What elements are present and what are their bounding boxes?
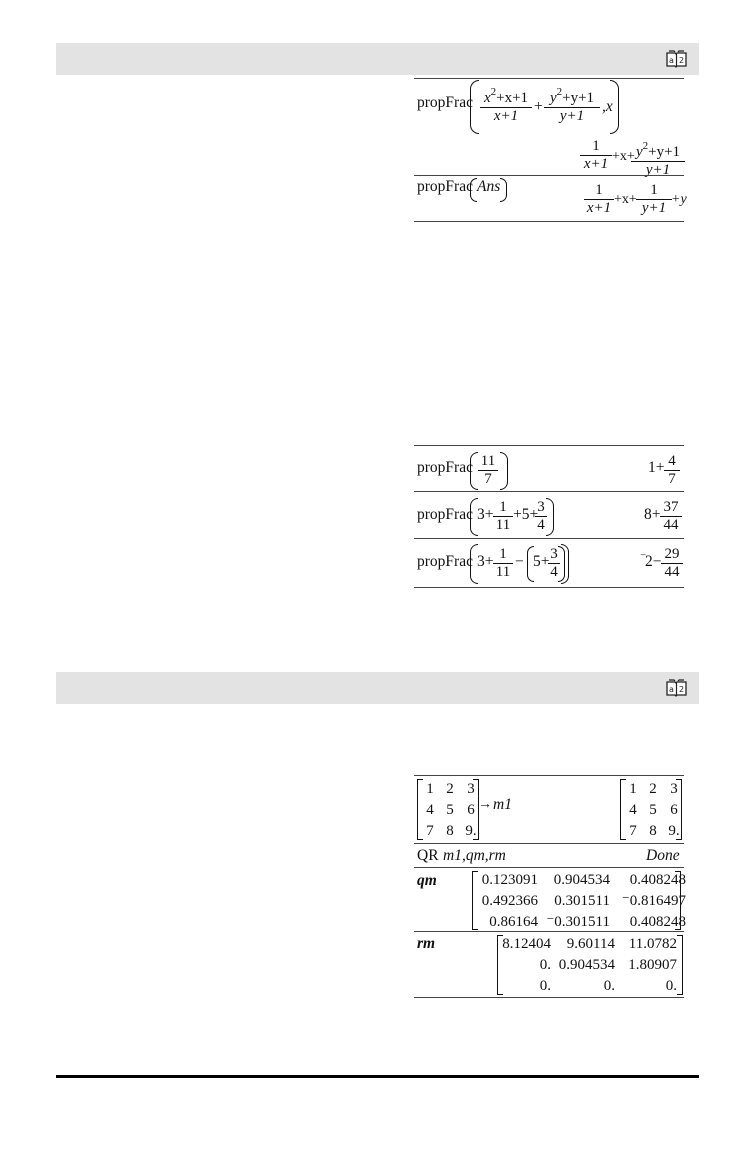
fraction: $\frac{11}{7}$ <box>478 453 498 488</box>
store-arrow: → <box>478 797 492 812</box>
fraction: $\frac{29}{44}$ <box>661 546 683 581</box>
matrix-bracket-right <box>675 871 681 930</box>
matrix-cell: 4 <box>426 802 434 818</box>
matrix-cell: 0.904534 <box>558 957 615 973</box>
rm-matrix <box>495 934 677 997</box>
matrix-cell: 9. <box>668 823 680 839</box>
variable-label: rm <box>417 935 436 952</box>
matrix-bracket-right <box>677 935 683 995</box>
result-middle: +x+ <box>614 192 637 207</box>
command-name: propFrac <box>417 94 473 111</box>
matrix-cell: 0.123091 <box>481 872 538 888</box>
matrix-cell: 0. <box>665 978 677 994</box>
matrix-cell: 2 <box>649 781 657 797</box>
command-name: propFrac <box>417 506 473 523</box>
matrix-cell: 2 <box>446 781 454 797</box>
matrix-cell: 0.86164 <box>489 914 538 930</box>
paren-left <box>470 452 478 490</box>
matrix-cell: 11.0782 <box>628 936 677 952</box>
matrix-cell: 3 <box>670 781 678 797</box>
section-header-bar <box>56 672 699 704</box>
fraction: $\frac{1}{11}$ <box>493 499 513 534</box>
command-name: propFrac <box>417 178 473 195</box>
fraction: $\frac{3}{4}$ <box>535 499 547 534</box>
negative-sign: ⁻ <box>640 550 647 564</box>
fraction: $\frac{x^2+x+1}{x+1}$ <box>480 84 532 125</box>
term: +5+ <box>513 506 539 523</box>
divider <box>414 587 684 588</box>
paren-right <box>500 178 507 202</box>
divider <box>414 445 684 446</box>
matrix-cell: 9.60114 <box>566 936 615 952</box>
matrix-cell: 0.408248 <box>629 914 686 930</box>
matrix-cell: 8 <box>446 823 454 839</box>
matrix-cell: 0.492366 <box>481 893 538 909</box>
matrix-cell: 7 <box>426 823 434 839</box>
divider <box>414 997 684 998</box>
variable-arg: ,x <box>602 98 613 115</box>
fraction: $\frac{37}{44}$ <box>660 499 682 534</box>
command-name: propFrac <box>417 459 473 476</box>
store-variable: m1 <box>493 796 512 813</box>
divider <box>414 175 684 176</box>
section-header-bar <box>56 43 699 75</box>
operator: + <box>534 98 543 115</box>
matrix-cell: 3 <box>467 781 475 797</box>
paren-left <box>470 178 477 202</box>
result-whole: 2− <box>645 553 662 570</box>
result-middle: +x+ <box>612 149 635 164</box>
matrix-cell: 1 <box>629 781 637 797</box>
command-name: QR <box>417 847 439 864</box>
matrix-cell: 7 <box>629 823 637 839</box>
divider <box>414 867 684 868</box>
divider <box>414 538 684 539</box>
paren-left <box>470 80 479 134</box>
fraction: $\frac{y^2+y+1}{y+1}$ <box>631 138 685 179</box>
fraction: $\frac{y^2+y+1}{y+1}$ <box>544 84 600 125</box>
matrix-cell: 6 <box>670 802 678 818</box>
matrix-cell: 0. <box>539 957 551 973</box>
paren-right <box>610 80 619 134</box>
fraction: $\frac{1}{x+1}$ <box>584 182 614 217</box>
matrix-cell: ⁻0.816497 <box>621 893 686 909</box>
result-whole: 1+ <box>648 459 665 476</box>
paren-right <box>561 544 569 584</box>
command-name: propFrac <box>417 553 473 570</box>
paren-right <box>546 498 554 536</box>
matrix-bracket-right <box>676 779 682 840</box>
matrix-cell: ⁻0.301511 <box>546 914 610 930</box>
divider <box>414 843 684 844</box>
book-icon[interactable] <box>666 50 687 68</box>
fraction: $\frac{1}{x+1}$ <box>580 138 612 173</box>
matrix-cell: 1 <box>426 781 434 797</box>
term: 3+ <box>477 553 494 570</box>
result-whole: 8+ <box>644 506 661 523</box>
matrix-cell: 0.904534 <box>553 872 610 888</box>
divider <box>414 775 684 776</box>
qm-matrix <box>474 870 686 933</box>
page-footer-rule <box>56 1075 699 1078</box>
argument: Ans <box>477 178 501 195</box>
fraction: $\frac{1}{11}$ <box>493 546 513 581</box>
operator: − <box>515 553 524 570</box>
matrix-cell: 0.301511 <box>554 893 610 909</box>
fraction: $\frac{1}{y+1}$ <box>636 182 672 217</box>
matrix-cell: 0.408248 <box>629 872 686 888</box>
divider <box>414 931 684 932</box>
command-args: m1,qm,rm <box>443 847 506 864</box>
result-end: +y <box>671 192 687 207</box>
book-icon[interactable] <box>666 679 687 697</box>
matrix-cell: 8 <box>649 823 657 839</box>
matrix-cell: 1.80907 <box>628 957 677 973</box>
svg-text:a: a <box>669 685 674 694</box>
matrix-cell: 0. <box>539 978 551 994</box>
divider <box>414 491 684 492</box>
fraction: $\frac{4}{7}$ <box>664 453 680 488</box>
svg-text:a: a <box>669 56 674 65</box>
term: 5+ <box>533 553 550 570</box>
divider <box>414 221 684 222</box>
matrix-cell: 9. <box>465 823 477 839</box>
term: 3+ <box>477 506 494 523</box>
paren-right <box>500 452 508 490</box>
divider <box>414 78 684 79</box>
matrix-cell: 5 <box>649 802 657 818</box>
result-done: Done <box>646 847 680 864</box>
matrix-cell: 4 <box>629 802 637 818</box>
svg-text:2: 2 <box>678 685 685 694</box>
matrix-cell: 8.12404 <box>502 936 551 952</box>
variable-label: qm <box>417 872 437 889</box>
fraction: $\frac{3}{4}$ <box>548 546 560 581</box>
svg-text:2: 2 <box>678 56 685 65</box>
matrix-cell: 6 <box>467 802 475 818</box>
matrix-cell: 0. <box>603 978 615 994</box>
matrix-cell: 5 <box>446 802 454 818</box>
